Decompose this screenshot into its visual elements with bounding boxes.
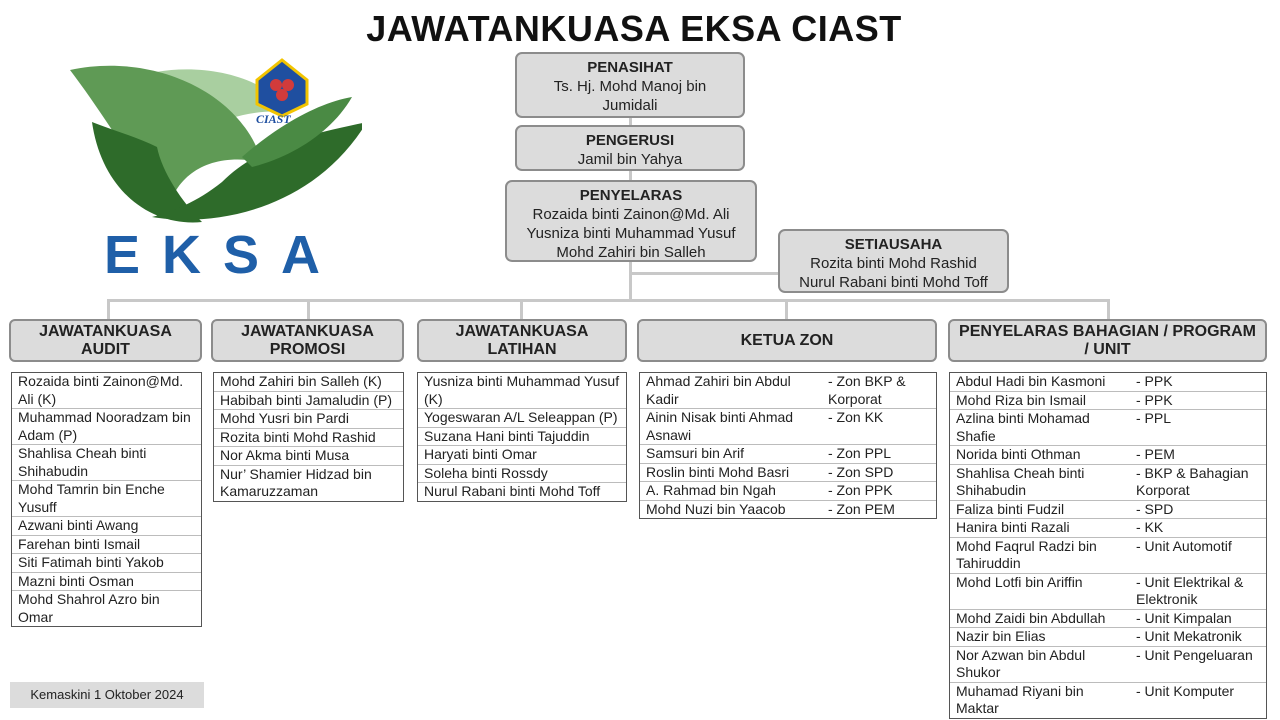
node-member: Ts. Hj. Mohd Manoj bin Jumidali: [553, 78, 707, 114]
node-role: PENGERUSI: [585, 132, 675, 149]
list-item: Mohd Shahrol Azro bin Omar: [18, 591, 160, 625]
list-item: Muhamad Riyani bin Maktar - Unit Komputer: [956, 682, 1235, 716]
secretary-connector: [629, 272, 781, 275]
node-member: Jamil bin Yahya: [577, 151, 683, 168]
node-member: Rozita binti Mohd Rashid: [810, 255, 977, 272]
list-item: Suzana Hani binti Tajuddin: [418, 428, 626, 447]
committee-header-penyelaras-unit: PENYELARAS BAHAGIAN / PROGRAM / UNIT: [948, 319, 1267, 362]
list-item: Yogeswaran A/L Seleappan (P): [418, 409, 626, 428]
node-member: Yusniza binti Muhammad Yusuf: [526, 225, 736, 242]
node-role: PENYELARAS: [579, 187, 683, 204]
list-item: Mohd Tamrin bin Enche Yusuff: [12, 481, 201, 517]
list-item: Rozaida binti Zainon@Md. Ali (K): [12, 373, 201, 409]
list-item: Norida binti Othman - PEM: [950, 446, 1266, 465]
list-item: A. Rahmad bin Ngah - Zon PPK: [640, 482, 936, 501]
updated-date-label: Kemaskini 1 Oktober 2024: [10, 682, 204, 708]
list-item: Habibah binti Jamaludin (P): [214, 392, 403, 411]
list-item: Nazir bin Elias - Unit Mekatronik: [950, 628, 1266, 647]
list-item: Yusniza binti Muhammad Yusuf (K): [418, 373, 626, 409]
promosi-member-list: [213, 372, 404, 502]
list-item: Nur’ Shamier Hidzad bin Kamaruzzaman: [220, 465, 372, 499]
list-item: Azlina binti Mohamad Shafie - PPL: [950, 410, 1266, 446]
logo-wordmark: EKSA: [104, 225, 343, 285]
node-role: PENASIHAT: [587, 59, 673, 76]
node-penasihat: [515, 52, 745, 118]
drop-promosi: [307, 299, 310, 320]
list-item: Abdul Hadi bin Kasmoni - PPK: [950, 373, 1266, 392]
branch-connector: [107, 299, 1110, 302]
list-item: Roslin binti Mohd Basri - Zon SPD: [640, 464, 936, 483]
committee-header-audit: JAWATANKUASA AUDIT: [9, 319, 202, 362]
list-item: Soleha binti Rossdy: [418, 465, 626, 484]
list-item: Mohd Faqrul Radzi bin Tahiruddin - Unit Automotif: [950, 538, 1266, 574]
list-item: Mazni binti Osman: [12, 573, 201, 592]
node-pengerusi: [515, 125, 745, 171]
list-item: Farehan binti Ismail: [12, 536, 201, 555]
page-title: JAWATANKUASA EKSA CIAST: [366, 8, 902, 49]
list-item: Azwani binti Awang: [12, 517, 201, 536]
logo-badge-text: CIAST: [256, 112, 291, 126]
node-member: Rozaida binti Zainon@Md. Ali: [532, 206, 730, 223]
list-item: Nor Akma binti Musa: [214, 447, 403, 466]
node-penyelaras: [505, 180, 757, 262]
list-item: Mohd Lotfi bin Ariffin - Unit Elektrikal & Elektronik: [950, 574, 1266, 610]
list-item: Mohd Riza bin Ismail - PPK: [950, 392, 1266, 411]
list-item: Mohd Zahiri bin Salleh (K): [214, 373, 403, 392]
node-member: Nurul Rabani binti Mohd Toff: [799, 274, 988, 291]
list-item: Shahlisa Cheah binti Shihabudin: [12, 445, 201, 481]
node-member: Mohd Zahiri bin Salleh: [556, 244, 706, 261]
list-item: Hanira binti Razali - KK: [950, 519, 1266, 538]
list-item: Mohd Nuzi bin Yaacob - Zon PEM: [646, 500, 895, 517]
list-item: Samsuri bin Arif - Zon PPL: [640, 445, 936, 464]
drop-zon: [785, 299, 788, 320]
list-item: Mohd Zaidi bin Abdullah - Unit Kimpalan: [950, 610, 1266, 629]
latihan-member-list: [417, 372, 627, 502]
audit-member-list: [11, 372, 202, 627]
list-item: Mohd Yusri bin Pardi: [214, 410, 403, 429]
list-item: Ainin Nisak binti Ahmad Asnawi - Zon KK: [640, 409, 936, 445]
penyelaras-unit-list: [949, 372, 1267, 719]
list-item: Ahmad Zahiri bin Abdul Kadir - Zon BKP & Korporat: [640, 373, 936, 409]
list-item: Faliza binti Fudzil - SPD: [950, 501, 1266, 520]
list-item: Haryati binti Omar: [418, 446, 626, 465]
node-role: SETIAUSAHA: [844, 236, 943, 253]
list-item: Rozita binti Mohd Rashid: [214, 429, 403, 448]
list-item: Muhammad Nooradzam bin Adam (P): [12, 409, 201, 445]
committee-header-ketua-zon: KETUA ZON: [637, 319, 937, 362]
committee-header-promosi: JAWATANKUASA PROMOSI: [211, 319, 404, 362]
committee-header-latihan: JAWATANKUASA LATIHAN: [417, 319, 627, 362]
drop-audit: [107, 299, 110, 320]
list-item: Nor Azwan bin Abdul Shukor - Unit Pengeluaran: [950, 647, 1266, 683]
drop-penyelaras: [1107, 299, 1110, 320]
node-setiausaha: [778, 229, 1009, 293]
list-item: Nurul Rabani binti Mohd Toff: [424, 483, 601, 499]
ketua-zon-list: [639, 372, 937, 519]
list-item: Shahlisa Cheah binti Shihabudin - BKP & Bahagian Korporat: [950, 465, 1266, 501]
drop-latihan: [520, 299, 523, 320]
list-item: Siti Fatimah binti Yakob: [12, 554, 201, 573]
